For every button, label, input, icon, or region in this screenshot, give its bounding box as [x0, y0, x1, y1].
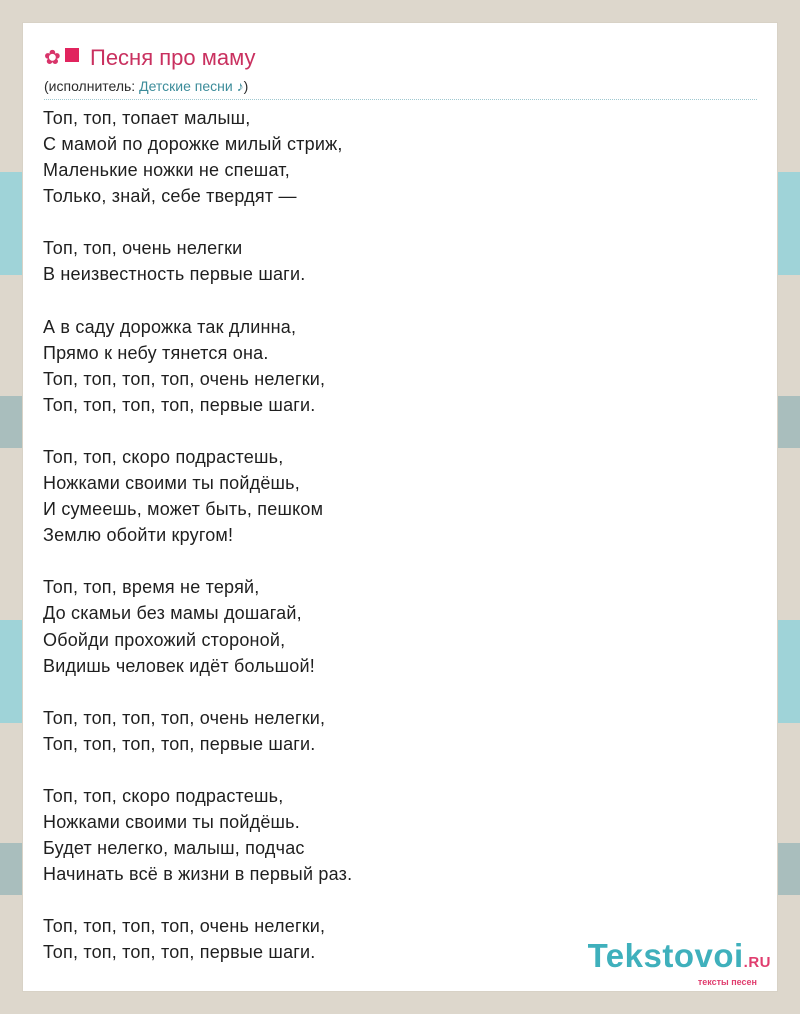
artist-prefix: (исполнитель: [44, 78, 140, 94]
music-note-icon: ♪ [236, 78, 244, 94]
stanza [43, 705, 352, 757]
site-logo[interactable] [588, 939, 771, 987]
lyric-line: В неизвестность первые шаги. [43, 264, 306, 285]
lyric-line: Ножками своими ты пойдёшь, [43, 473, 300, 494]
stanza [43, 235, 352, 287]
lyric-line: А в саду дорожка так длинна, [43, 316, 297, 337]
lyric-line: Землю обойти кругом! [43, 525, 234, 546]
stanza [43, 913, 352, 965]
lyric-line: Ножками своими ты пойдёшь. [43, 811, 300, 832]
stanza [43, 783, 352, 887]
square-icon [65, 48, 79, 62]
lyric-line: Топ, топ, очень нелегки [43, 238, 243, 259]
lyric-line: С мамой по дорожке милый стриж, [43, 134, 343, 155]
artist-link[interactable]: Детские песни [139, 78, 233, 94]
lyric-line: Обойди прохожий стороной, [43, 629, 286, 650]
stanza [43, 105, 352, 209]
lyric-line: Топ, топ, топ, топ, очень нелегки, [43, 916, 326, 937]
stanza [43, 444, 352, 548]
stanza [43, 314, 352, 418]
lyric-line: Только, знай, себе твердят — [43, 186, 297, 207]
lyric-line: Топ, топ, топ, топ, первые шаги. [43, 733, 316, 754]
logo-name: Tekstovoi [587, 937, 744, 974]
stanza [43, 574, 352, 678]
lyric-line: Видишь человек идёт большой! [43, 655, 315, 676]
song-header [44, 41, 757, 100]
lyric-line: Топ, топ, топ, топ, первые шаги. [43, 394, 316, 415]
lyrics-card [22, 22, 778, 992]
artist-line [44, 78, 757, 94]
lyric-line: До скамьи без мамы дошагай, [43, 603, 302, 624]
lyrics-text [43, 105, 352, 991]
lyric-line: Топ, топ, топ, топ, очень нелегки, [43, 707, 326, 728]
lyric-line: Топ, топ, скоро подрастешь, [43, 785, 284, 806]
lyric-line: Начинать всё в жизни в первый раз. [43, 864, 353, 885]
artist-suffix: ) [243, 78, 249, 94]
title-row [44, 41, 757, 75]
lyric-line: Топ, топ, топ, топ, очень нелегки, [43, 368, 326, 389]
lyric-line: И сумеешь, может быть, пешком [43, 499, 324, 520]
lyric-line: Топ, топ, топает малыш, [43, 108, 251, 128]
dotted-divider [44, 99, 757, 100]
flower-icon: ✿ [44, 47, 61, 69]
lyric-line: Прямо к небу тянется она. [43, 342, 269, 363]
song-title: Песня про маму [90, 45, 256, 70]
logo-tagline: тексты песен [697, 977, 757, 987]
lyric-line: Топ, топ, время не теряй, [43, 577, 260, 598]
lyric-line: Маленькие ножки не спешат, [43, 160, 290, 181]
lyric-line: Топ, топ, скоро подрастешь, [43, 446, 284, 467]
logo-tld: .RU [743, 954, 771, 971]
lyric-line: Топ, топ, топ, топ, первые шаги. [43, 942, 316, 963]
lyric-line: Будет нелегко, малыш, подчас [43, 838, 305, 859]
